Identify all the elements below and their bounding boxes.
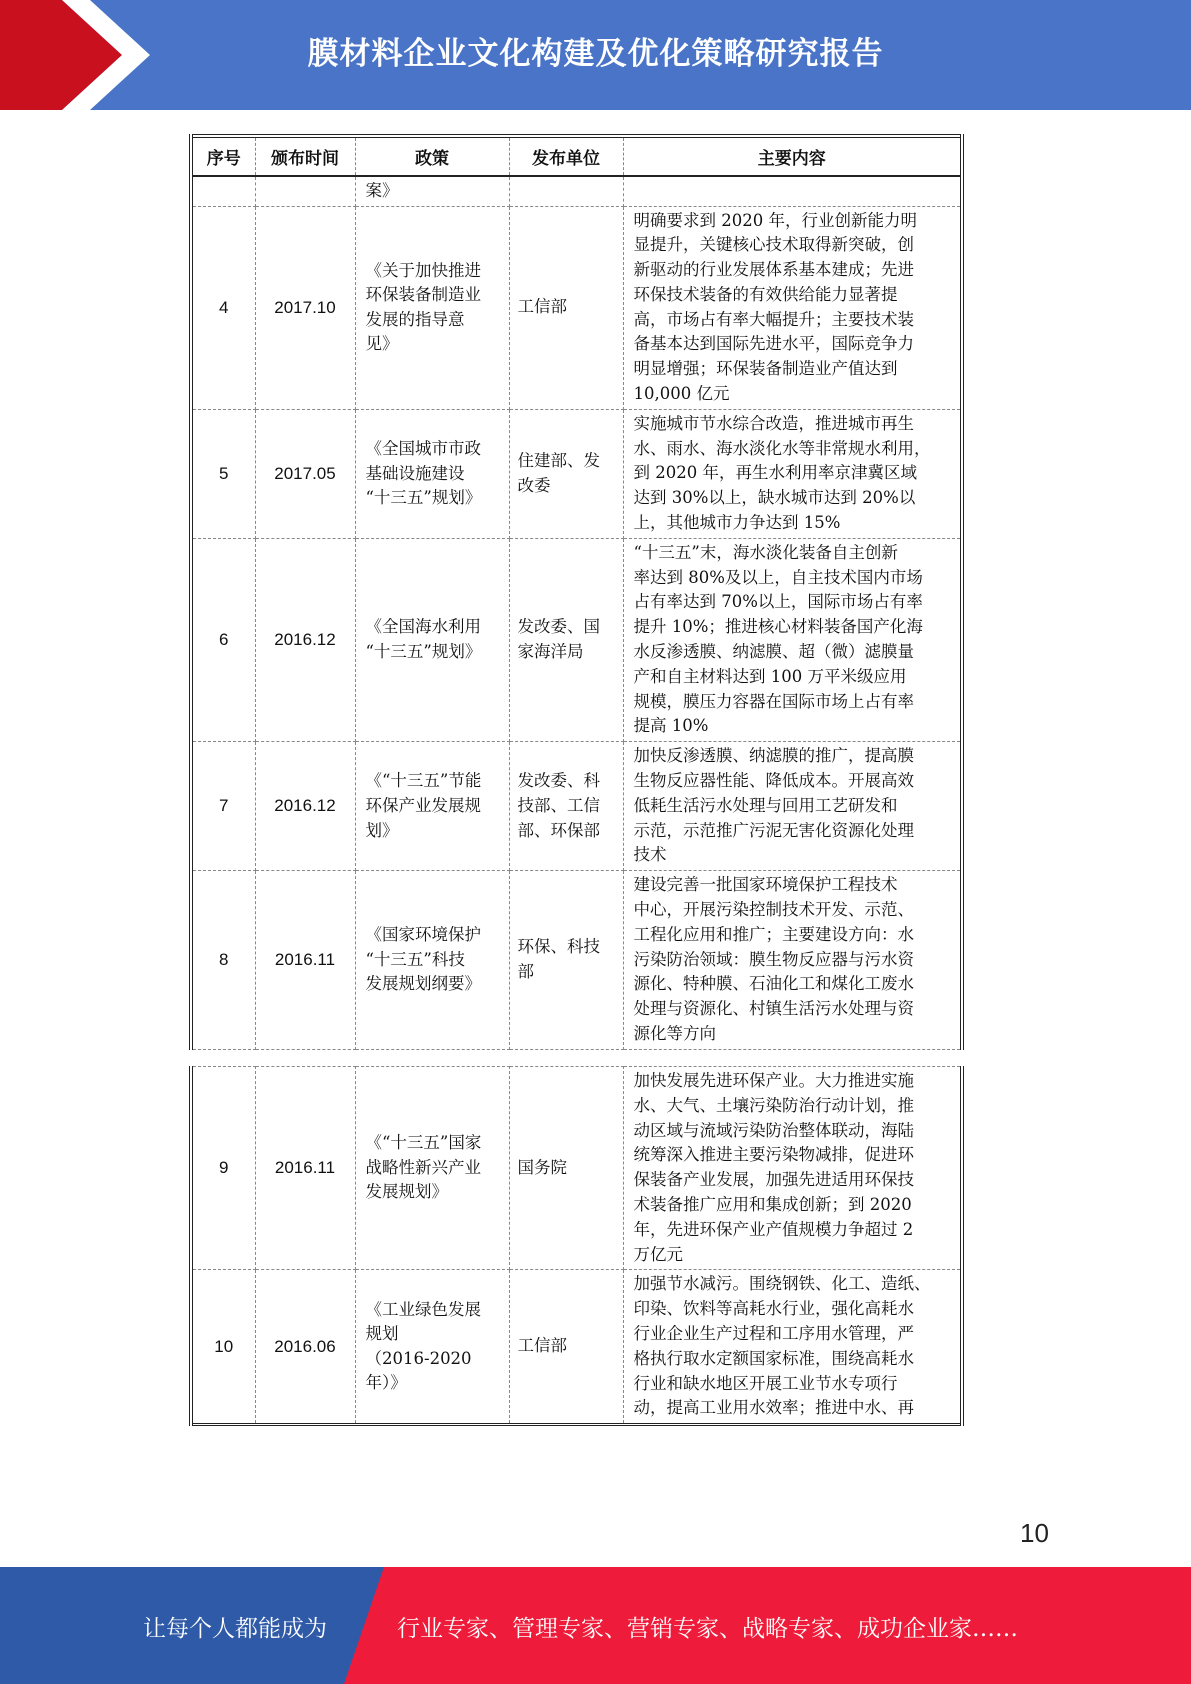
content-cell-line: 万亿元 (633, 1244, 683, 1264)
content-cell-line: 明确要求到 2020 年，行业创新能力明 (633, 210, 917, 230)
content-cell-line: 生物反应器性能、降低成本。开展高效 (633, 771, 914, 791)
content-cell-line: 达到 30%以上，缺水城市达到 20%以 (633, 488, 916, 508)
row-number: 9 (191, 1067, 255, 1270)
content-cell-line: 备基本达到国际先进水平，国际竞争力 (633, 334, 914, 354)
col-header-no: 序号 (191, 136, 255, 176)
policy-cell (355, 742, 509, 871)
policy-cell (355, 871, 509, 1050)
issuer-cell (509, 206, 623, 409)
policy-cell-line: 发展规划纲要》 (365, 974, 481, 994)
policy-cell-line: （2016-2020 (365, 1348, 472, 1368)
col-header-content: 主要内容 (623, 136, 962, 176)
content-cell-line: 提高 10% (633, 716, 709, 736)
policy-cell (355, 1067, 509, 1270)
issue-date: 2016.11 (255, 871, 355, 1050)
issue-date: 2016.11 (255, 1067, 355, 1270)
content-cell-line: 加快反渗透膜、纳滤膜的推广，提高膜 (633, 746, 914, 766)
policy-cell-line: “十三五”规划》 (365, 642, 482, 662)
issue-date: 2016.06 (255, 1270, 355, 1425)
policy-cell-line: 环保装备制造业 (365, 285, 481, 305)
issuer-cell (509, 1270, 623, 1425)
content-cell (623, 538, 962, 741)
content-cell-line: 显提升，关键核心技术取得新突破，创 (633, 235, 914, 255)
issue-date: 2017.10 (255, 206, 355, 409)
table-row (191, 538, 962, 741)
issuer-cell (509, 1067, 623, 1270)
policy-cell-line: 《全国海水利用 (365, 617, 481, 637)
issuer-cell-line: 发改委、国 (517, 617, 600, 637)
policy-cell-line: 《工业绿色发展 (365, 1299, 481, 1319)
content-cell-line: 年，先进环保产业产值规模力争超过 2 (633, 1219, 914, 1239)
issuer-cell-line: 环保、科技 (517, 937, 600, 957)
policy-cell-line: “十三五”科技 (365, 949, 465, 969)
policy-cell-line: 《关于加快推进 (365, 260, 481, 280)
row-number: 6 (191, 538, 255, 741)
policy-cell (355, 1270, 509, 1425)
table-row-continued (191, 176, 962, 206)
footer-slogan-right: 行业专家、管理专家、营销专家、战略专家、成功企业家…… (397, 1616, 1018, 1642)
policy-cell-line: 发展规划》 (365, 1182, 448, 1202)
issuer-cell (509, 742, 623, 871)
content-cell-line: 率达到 80%及以上，自主技术国内市场 (633, 567, 923, 587)
policy-cell (355, 538, 509, 741)
content-cell-line: 动，提高工业用水效率；推进中水、再 (633, 1398, 914, 1418)
policy-cell-line: 见》 (365, 334, 399, 354)
content-cell-line: 产和自主材料达到 100 万平米级应用 (633, 666, 907, 686)
content-cell-line: 提升 10%；推进核心材料装备国产化海 (633, 617, 923, 637)
policy-cell (355, 206, 509, 409)
issuer-cell-line: 工信部 (517, 297, 567, 317)
content-cell-line: 处理与资源化、村镇生活污水处理与资 (633, 999, 914, 1019)
content-cell-line: 明显增强；环保装备制造业产值达到 (633, 359, 898, 379)
policy-cell-line: 规划 (365, 1324, 399, 1344)
issuer-cell-line: 部、环保部 (517, 820, 600, 840)
page-number: 10 (1020, 1518, 1049, 1548)
issuer-cell-line: 技部、工信 (517, 795, 600, 815)
content-cell-line: 实施城市节水综合改造，推进城市再生 (633, 413, 914, 433)
policy-cell-line: 《“十三五”节能 (365, 771, 482, 791)
page-footer (0, 1567, 1191, 1684)
policy-cell-line: 发展的指导意 (365, 309, 465, 329)
table-row (191, 206, 962, 409)
content-cell-line: 源化等方向 (633, 1024, 716, 1043)
row-number: 7 (191, 742, 255, 871)
issuer-cell-line: 工信部 (517, 1336, 567, 1356)
issue-date: 2017.05 (255, 409, 355, 538)
table-row (191, 871, 962, 1050)
issue-date: 2016.12 (255, 742, 355, 871)
issuer-cell-line: 发改委、科 (517, 771, 600, 791)
policy-cell-line: 基础设施建设 (365, 463, 465, 483)
page-header (0, 0, 1191, 110)
report-title: 膜材料企业文化构建及优化策略研究报告 (307, 36, 884, 72)
content-cell-line: 高，市场占有率大幅提升；主要技术装 (633, 309, 914, 329)
table-row (191, 742, 962, 871)
content-cell-line: “十三五”末，海水淡化装备自主创新 (633, 542, 898, 562)
issuer-cell-line: 国务院 (517, 1157, 567, 1177)
content-cell-line: 加强节水减污。围绕钢铁、化工、造纸、 (633, 1274, 931, 1294)
row-number: 10 (191, 1270, 255, 1425)
col-header-date: 颁布时间 (255, 136, 355, 176)
table-row (191, 1067, 962, 1270)
content-cell-line: 术装备推广应用和集成创新；到 2020 (633, 1194, 912, 1214)
table-row (191, 1270, 962, 1425)
content-cell-line: 10,000 亿元 (633, 384, 730, 404)
footer-slogan-left: 让每个人都能成为 (143, 1616, 327, 1642)
content-cell-line: 工程化应用和推广；主要建设方向：水 (633, 924, 914, 944)
issuer-cell-line: 家海洋局 (517, 642, 584, 662)
content-cell-line: 行业和缺水地区开展工业节水专项行 (633, 1373, 898, 1393)
issuer-cell (509, 871, 623, 1050)
content-cell-line: 低耗生活污水处理与回用工艺研发和 (633, 795, 898, 815)
policy-cell (355, 409, 509, 538)
row-number: 4 (191, 206, 255, 409)
content-cell-line: 污染防治领域：膜生物反应器与污水资 (633, 949, 914, 969)
policy-table-part1 (189, 134, 964, 1050)
issue-date: 2016.12 (255, 538, 355, 741)
content-cell-line: 技术 (633, 845, 667, 865)
content-cell (623, 871, 962, 1050)
policy-cell-line: 战略性新兴产业 (365, 1157, 481, 1177)
content-cell-line: 规模，膜压力容器在国际市场上占有率 (633, 691, 914, 711)
content-cell (623, 409, 962, 538)
content-cell-line: 加快发展先进环保产业。大力推进实施 (633, 1071, 914, 1090)
issuer-cell-line: 住建部、发 (517, 451, 600, 471)
col-header-policy: 政策 (355, 136, 509, 176)
content-cell (623, 1067, 962, 1270)
content-cell-line: 示范，示范推广污泥无害化资源化处理 (633, 820, 914, 840)
content-cell-line: 源化、特种膜、石油化工和煤化工废水 (633, 974, 914, 994)
content-cell-line: 水反渗透膜、纳滤膜、超（微）滤膜量 (633, 642, 914, 662)
content-cell-line: 环保技术装备的有效供给能力显著提 (633, 284, 898, 304)
content-cell-line: 到 2020 年，再生水利用率京津冀区域 (633, 463, 917, 483)
table-row (191, 409, 962, 538)
issuer-cell-line: 改委 (517, 475, 551, 495)
policy-cell-line: “十三五”规划》 (365, 488, 482, 508)
policy-cell-line: 环保产业发展规 (365, 795, 481, 815)
policy-cell-line: 《国家环境保护 (365, 925, 481, 945)
content-cell (623, 206, 962, 409)
content-cell (623, 742, 962, 871)
row-number: 8 (191, 871, 255, 1050)
issuer-cell-line: 部 (517, 962, 534, 981)
issuer-cell (509, 409, 623, 538)
row-number: 5 (191, 409, 255, 538)
content-cell-line: 保装备产业发展，加强先进适用环保技 (633, 1170, 914, 1190)
policy-table-part2 (189, 1066, 964, 1426)
table-header-row (191, 136, 962, 176)
content-cell-line: 水、大气、土壤污染防治行动计划，推 (633, 1095, 914, 1115)
issuer-cell (509, 538, 623, 741)
policy-cell-line: 年）》 (365, 1373, 407, 1393)
content-cell-line: 水、雨水、海水淡化水等非常规水利用， (633, 438, 931, 458)
content-cell-line: 动区域与流域污染防治整体联动，海陆 (633, 1120, 914, 1140)
content-cell (623, 1270, 962, 1425)
policy-cell: 案》 (355, 176, 509, 206)
content-cell-line: 占有率达到 70%以上，国际市场占有率 (633, 592, 923, 612)
col-header-unit: 发布单位 (509, 136, 623, 176)
policy-cell-line: 《“十三五”国家 (365, 1133, 482, 1153)
content-cell-line: 上，其他城市力争达到 15% (633, 513, 841, 533)
content-cell-line: 印染、饮料等高耗水行业，强化高耗水 (633, 1299, 914, 1319)
content-cell-line: 格执行取水定额国家标准，围绕高耗水 (633, 1348, 914, 1368)
content-cell-line: 中心，开展污染控制技术开发、示范、 (633, 900, 914, 920)
content-cell-line: 行业企业生产过程和工序用水管理，严 (633, 1323, 914, 1343)
policy-cell-line: 划》 (365, 820, 399, 840)
content-cell-line: 新驱动的行业发展体系基本建成；先进 (633, 260, 914, 280)
content-cell-line: 统筹深入推进主要污染物减排，促进环 (633, 1145, 914, 1165)
content-cell-line: 建设完善一批国家环境保护工程技术 (633, 875, 898, 895)
policy-cell-line: 《全国城市市政 (365, 438, 481, 458)
